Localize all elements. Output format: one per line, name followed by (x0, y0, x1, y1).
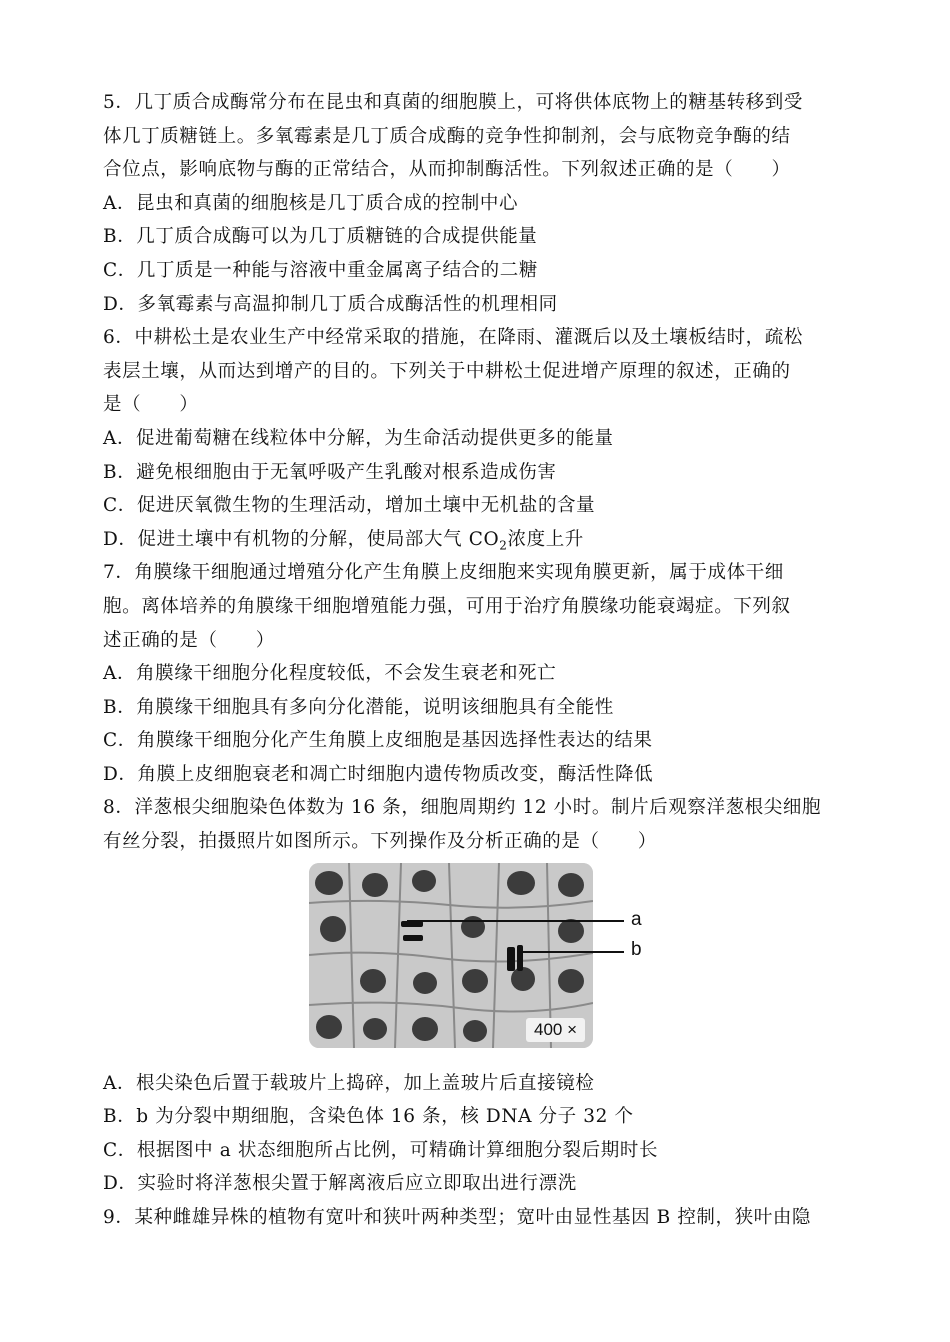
q5-option-a: A．昆虫和真菌的细胞核是几丁质合成的控制中心 (103, 192, 519, 214)
q6-option-d-pre: D．促进土壤中有机物的分解，使局部大气 CO (103, 528, 500, 550)
q7-option-b: B．角膜缘干细胞具有多向分化潜能，说明该细胞具有全能性 (103, 696, 614, 718)
q6-option-d-sub: 2 (499, 538, 508, 553)
q6-stem-line-1: 6．中耕松土是农业生产中经常采取的措施，在降雨、灌溉后以及土壤板结时，疏松 (103, 327, 803, 349)
pointer-line-b (523, 951, 624, 953)
q5-stem-line-2: 体几丁质糖链上。多氧霉素是几丁质合成酶的竞争性抑制剂，会与底物竞争酶的结 (103, 125, 791, 147)
q5-stem-line-3: 合位点，影响底物与酶的正常结合，从而抑制酶活性。下列叙述正确的是（ ） (103, 159, 791, 181)
figure-label-b: b (631, 938, 642, 960)
q6-option-d-post: 浓度上升 (507, 528, 584, 550)
onion-root-tip-micrograph (309, 863, 593, 1048)
q9-stem-line-1: 9．某种雌雄异株的植物有宽叶和狭叶两种类型；宽叶由显性基因 B 控制，狭叶由隐 (103, 1207, 812, 1229)
q6-stem-line-3: 是（ ） (103, 394, 199, 416)
q7-option-c: C．角膜缘干细胞分化产生角膜上皮细胞是基因选择性表达的结果 (103, 730, 653, 752)
question-8 (103, 791, 848, 1201)
micrograph-figure (103, 863, 848, 1059)
q5-option-d: D．多氧霉素与高温抑制几丁质合成酶活性的机理相同 (103, 293, 558, 315)
q6-option-b: B．避免根细胞由于无氧呼吸产生乳酸对根系造成伤害 (103, 461, 557, 483)
question-6 (103, 321, 848, 556)
pointer-line-a (407, 920, 624, 922)
q5-option-b: B．几丁质合成酶可以为几丁质糖链的合成提供能量 (103, 226, 538, 248)
q7-stem-line-1: 7．角膜缘干细胞通过增殖分化产生角膜上皮细胞来实现角膜更新，属于成体干细 (103, 562, 784, 584)
q5-option-c: C．几丁质是一种能与溶液中重金属离子结合的二糖 (103, 259, 538, 281)
exam-page (103, 86, 848, 1235)
q7-option-a: A．角膜缘干细胞分化程度较低，不会发生衰老和死亡 (103, 663, 557, 685)
q8-stem-line-2: 有丝分裂，拍摄照片如图所示。下列操作及分析正确的是（ ） (103, 831, 657, 853)
q6-stem-line-2: 表层土壤，从而达到增产的目的。下列关于中耕松土促进增产原理的叙述，正确的 (103, 360, 791, 382)
q8-option-d: D．实验时将洋葱根尖置于解离液后应立即取出进行漂洗 (103, 1173, 577, 1195)
question-5 (103, 86, 848, 321)
q6-option-c: C．促进厌氧微生物的生理活动，增加土壤中无机盐的含量 (103, 495, 596, 517)
question-7 (103, 556, 848, 791)
q7-stem-line-2: 胞。离体培养的角膜缘干细胞增殖能力强，可用于治疗角膜缘功能衰竭症。下列叙 (103, 595, 791, 617)
q8-option-a: A．根尖染色后置于载玻片上捣碎，加上盖玻片后直接镜检 (103, 1072, 595, 1094)
q5-stem-line-1: 5．几丁质合成酶常分布在昆虫和真菌的细胞膜上，可将供体底物上的糖基转移到受 (103, 92, 803, 113)
figure-label-a: a (631, 908, 642, 930)
q6-option-d (103, 523, 848, 557)
q7-option-d: D．角膜上皮细胞衰老和凋亡时细胞内遗传物质改变，酶活性降低 (103, 763, 654, 785)
q8-stem-line-1: 8．洋葱根尖细胞染色体数为 16 条，细胞周期约 12 小时。制片后观察洋葱根尖细胞 (103, 797, 822, 819)
q7-stem-line-3: 述正确的是（ ） (103, 629, 275, 651)
q8-option-b: B．b 为分裂中期细胞，含染色体 16 条，核 DNA 分子 32 个 (103, 1106, 634, 1128)
question-9 (103, 1201, 848, 1235)
q6-option-a: A．促进葡萄糖在线粒体中分解，为生命活动提供更多的能量 (103, 427, 614, 449)
magnification-label: 400 × (526, 1018, 585, 1042)
q8-option-c: C．根据图中 a 状态细胞所占比例，可精确计算细胞分裂后期时长 (103, 1139, 659, 1161)
